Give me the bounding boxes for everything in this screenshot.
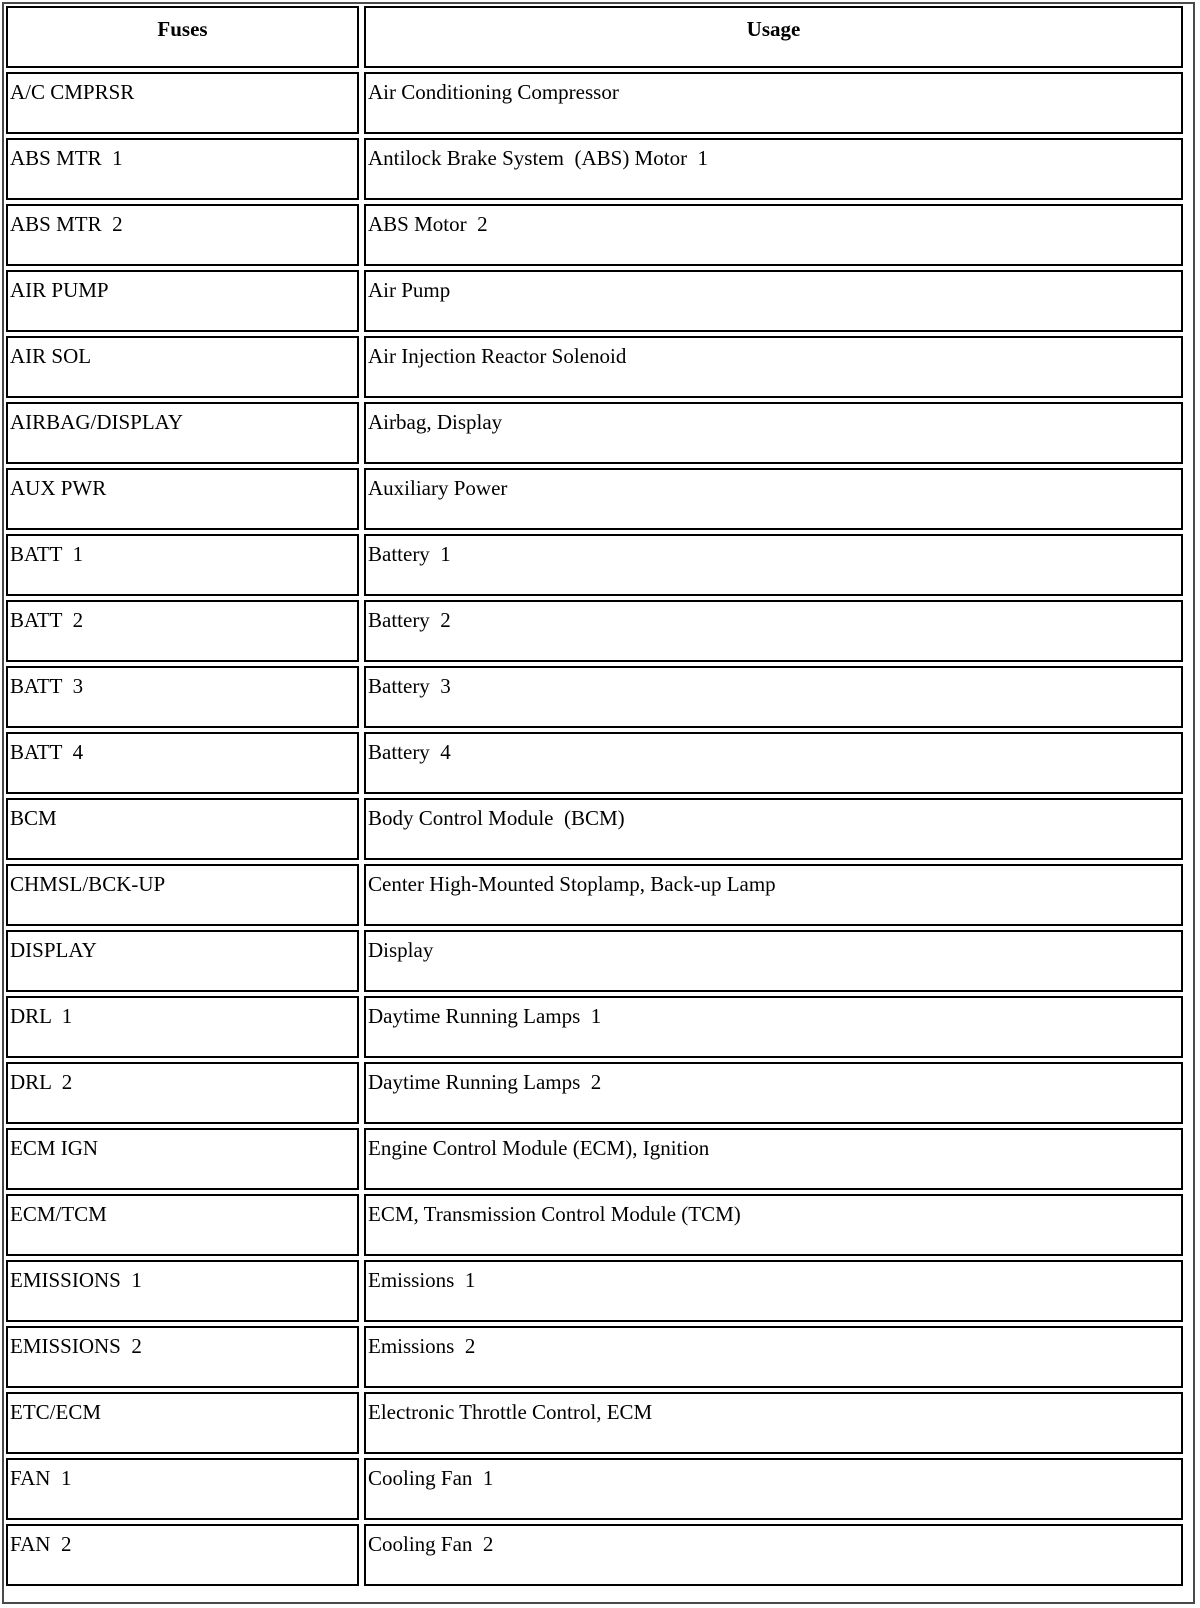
column-header-usage: Usage	[364, 6, 1183, 68]
usage-cell: ABS Motor 2	[364, 204, 1183, 266]
usage-cell: ECM, Transmission Control Module (TCM)	[364, 1194, 1183, 1256]
fuse-cell: A/C CMPRSR	[6, 72, 359, 134]
table-row	[6, 1128, 1183, 1190]
fuse-cell: BATT 3	[6, 666, 359, 728]
table-row	[6, 1326, 1183, 1388]
fuse-cell: DRL 2	[6, 1062, 359, 1124]
usage-cell: Daytime Running Lamps 2	[364, 1062, 1183, 1124]
table-header-row	[6, 6, 1183, 68]
table-row	[6, 468, 1183, 530]
usage-cell: Battery 2	[364, 600, 1183, 662]
fuse-cell: ABS MTR 2	[6, 204, 359, 266]
table-row	[6, 534, 1183, 596]
usage-cell: Air Pump	[364, 270, 1183, 332]
table-row	[6, 996, 1183, 1058]
usage-cell: Electronic Throttle Control, ECM	[364, 1392, 1183, 1454]
fuse-cell: BATT 2	[6, 600, 359, 662]
fuse-cell: DRL 1	[6, 996, 359, 1058]
fuse-cell: AUX PWR	[6, 468, 359, 530]
fuse-cell: EMISSIONS 2	[6, 1326, 359, 1388]
usage-cell: Body Control Module (BCM)	[364, 798, 1183, 860]
usage-cell: Emissions 1	[364, 1260, 1183, 1322]
column-header-fuses: Fuses	[6, 6, 359, 68]
fuse-cell: BATT 1	[6, 534, 359, 596]
fuse-cell: FAN 2	[6, 1524, 359, 1586]
table-row	[6, 732, 1183, 794]
usage-cell: Display	[364, 930, 1183, 992]
usage-cell: Engine Control Module (ECM), Ignition	[364, 1128, 1183, 1190]
usage-cell: Battery 3	[364, 666, 1183, 728]
fuse-cell: ETC/ECM	[6, 1392, 359, 1454]
fuse-cell: ECM/TCM	[6, 1194, 359, 1256]
usage-cell: Auxiliary Power	[364, 468, 1183, 530]
fuse-cell: CHMSL/BCK-UP	[6, 864, 359, 926]
table-row	[6, 600, 1183, 662]
usage-cell: Airbag, Display	[364, 402, 1183, 464]
fuse-cell: EMISSIONS 1	[6, 1260, 359, 1322]
usage-cell: Cooling Fan 1	[364, 1458, 1183, 1520]
table-row	[6, 930, 1183, 992]
fuse-cell: FAN 1	[6, 1458, 359, 1520]
table-row	[6, 402, 1183, 464]
table-body	[6, 72, 1183, 1586]
fuse-cell: DISPLAY	[6, 930, 359, 992]
table-row	[6, 1392, 1183, 1454]
usage-cell: Battery 1	[364, 534, 1183, 596]
fuse-cell: ABS MTR 1	[6, 138, 359, 200]
usage-cell: Battery 4	[364, 732, 1183, 794]
fuse-usage-table	[1, 2, 1188, 1590]
table-row	[6, 666, 1183, 728]
usage-cell: Emissions 2	[364, 1326, 1183, 1388]
usage-cell: Air Conditioning Compressor	[364, 72, 1183, 134]
table-row	[6, 1260, 1183, 1322]
table-row	[6, 1062, 1183, 1124]
table-row	[6, 72, 1183, 134]
fuse-cell: AIR PUMP	[6, 270, 359, 332]
table-row	[6, 204, 1183, 266]
table-row	[6, 138, 1183, 200]
table-row	[6, 1524, 1183, 1586]
usage-cell: Antilock Brake System (ABS) Motor 1	[364, 138, 1183, 200]
usage-cell: Air Injection Reactor Solenoid	[364, 336, 1183, 398]
table-row	[6, 270, 1183, 332]
table-row	[6, 1458, 1183, 1520]
table-row	[6, 1194, 1183, 1256]
usage-cell: Daytime Running Lamps 1	[364, 996, 1183, 1058]
usage-cell: Center High-Mounted Stoplamp, Back-up Lamp	[364, 864, 1183, 926]
table-row	[6, 798, 1183, 860]
fuse-cell: BATT 4	[6, 732, 359, 794]
fuse-cell: BCM	[6, 798, 359, 860]
fuse-cell: AIR SOL	[6, 336, 359, 398]
fuse-cell: ECM IGN	[6, 1128, 359, 1190]
table-row	[6, 336, 1183, 398]
fuse-cell: AIRBAG/DISPLAY	[6, 402, 359, 464]
table-row	[6, 864, 1183, 926]
usage-cell: Cooling Fan 2	[364, 1524, 1183, 1586]
